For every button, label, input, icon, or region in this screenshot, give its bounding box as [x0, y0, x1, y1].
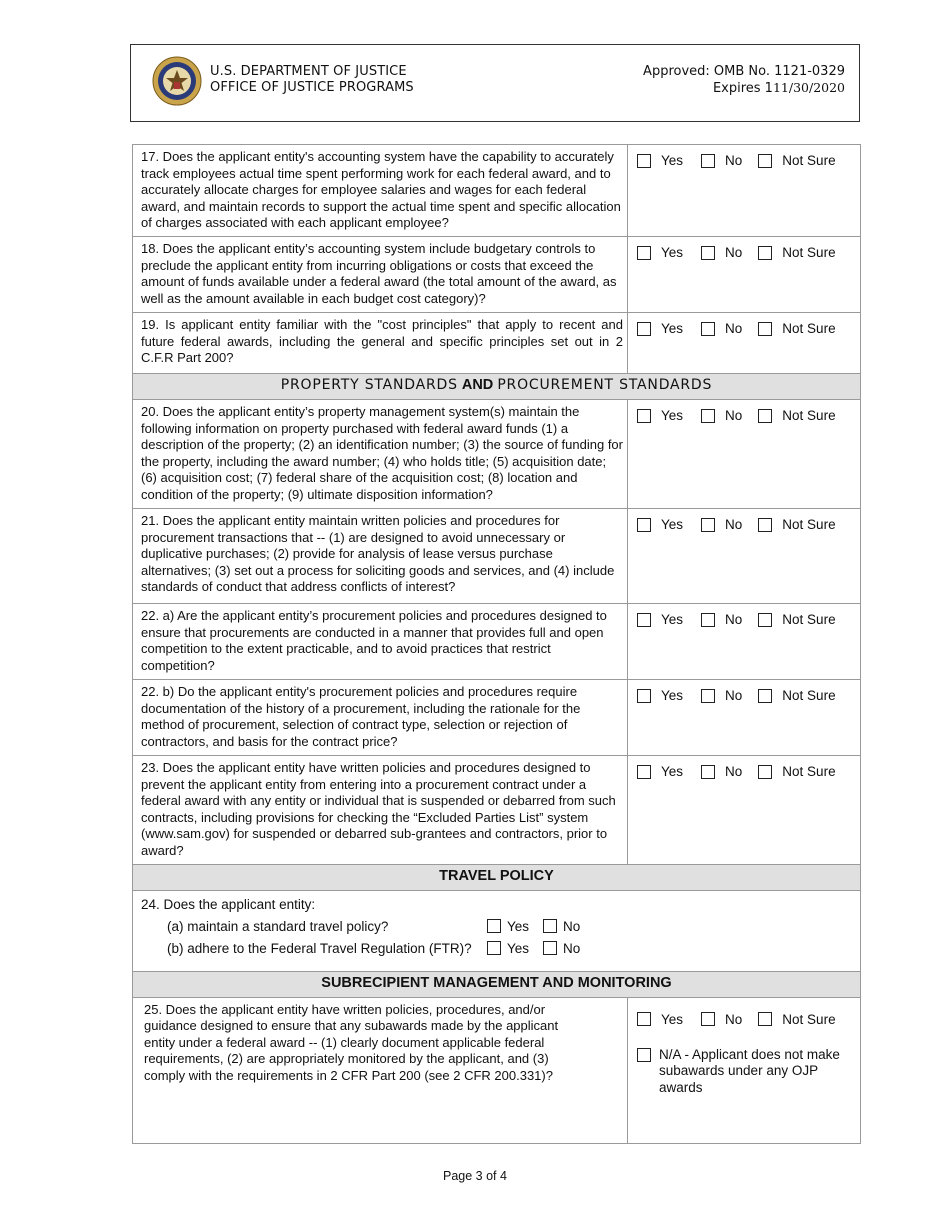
q18-yes-checkbox[interactable]: [637, 246, 651, 260]
question-22b-answers: [628, 680, 861, 756]
omb-approval: [643, 64, 845, 97]
yes-label: Yes: [661, 153, 684, 168]
question-row-17: [133, 145, 861, 237]
question-21-answers: [628, 509, 861, 604]
no-label: No: [725, 321, 743, 336]
no-label: No: [725, 517, 743, 532]
q18-no-checkbox[interactable]: [701, 246, 715, 260]
q22b-not-sure-checkbox[interactable]: [758, 689, 772, 703]
q23-yes-checkbox[interactable]: [637, 765, 651, 779]
yes-label: Yes: [507, 918, 530, 934]
question-19-answers: [628, 313, 861, 374]
not-sure-label: Not Sure: [782, 153, 836, 168]
question-24-cell: [133, 890, 861, 971]
yes-label: Yes: [507, 940, 530, 956]
form-header: [130, 44, 860, 122]
yes-label: Yes: [661, 517, 684, 532]
section-subrecipient: [133, 971, 861, 997]
question-row-24: [133, 890, 861, 971]
q17-no-checkbox[interactable]: [701, 154, 715, 168]
no-label: No: [725, 612, 743, 627]
question-23-text: 23. Does the applicant entity have written policies and procedures designed to prevent the applicant entity from entering into a procurement contract under a federal award with any entity or individual that is suspended or debarred from such contracts, including provisions for checking the “Excluded Parties List” system (www.sam.gov) for suspended or debarred sub-grantees and contractors, prior to award?: [133, 756, 628, 865]
q21-not-sure-checkbox[interactable]: [758, 518, 772, 532]
yes-label: Yes: [661, 764, 684, 779]
no-label: No: [563, 940, 581, 956]
question-20-text: 20. Does the applicant entity’s property management system(s) maintain the following information on property purchased with federal award funds (1) a description of the property; (2) an identification number; (3) the source of funding for the property, including the award number; (4) who holds title; (5) acquisition date; (6) acquisition cost; (7) federal share of the acquisition cost; (8) location and condition of the property; (9) ultimate disposition information?: [133, 400, 628, 509]
question-22a-answers: [628, 604, 861, 680]
q22a-no-checkbox[interactable]: [701, 613, 715, 627]
q21-no-checkbox[interactable]: [701, 518, 715, 532]
q21-yes-checkbox[interactable]: [637, 518, 651, 532]
section-property-procurement: [133, 374, 861, 400]
question-25-answers: [628, 997, 861, 1143]
yes-label: Yes: [661, 321, 684, 336]
question-24b-text: (b) adhere to the Federal Travel Regulation (FTR)?: [167, 940, 472, 956]
doj-seal-icon: [152, 56, 202, 106]
yes-label: Yes: [661, 612, 684, 627]
question-row-19: [133, 313, 861, 374]
question-row-22b: [133, 680, 861, 756]
section-property-procurement-title: [133, 374, 861, 400]
question-row-18: [133, 237, 861, 313]
not-sure-label: Not Sure: [782, 517, 836, 532]
q24a-no-checkbox[interactable]: [543, 919, 557, 933]
q24b-yes-checkbox[interactable]: [487, 941, 501, 955]
not-sure-label: Not Sure: [782, 1011, 836, 1027]
agency-line-1: U.S. DEPARTMENT OF JUSTICE: [210, 64, 407, 79]
expires-date: 11/30/2020: [772, 80, 845, 95]
not-sure-label: Not Sure: [782, 321, 836, 336]
no-label: No: [725, 688, 743, 703]
section-subrecipient-title: SUBRECIPIENT MANAGEMENT AND MONITORING: [133, 971, 861, 997]
no-label: No: [725, 764, 743, 779]
yes-label: Yes: [661, 1011, 684, 1027]
q19-not-sure-checkbox[interactable]: [758, 322, 772, 336]
q22a-not-sure-checkbox[interactable]: [758, 613, 772, 627]
q19-yes-checkbox[interactable]: [637, 322, 651, 336]
section-travel-policy: [133, 864, 861, 890]
q25-no-checkbox[interactable]: [701, 1012, 715, 1026]
question-row-20: [133, 400, 861, 509]
questionnaire-table: [132, 144, 861, 1144]
q22a-yes-checkbox[interactable]: [637, 613, 651, 627]
not-sure-label: Not Sure: [782, 612, 836, 627]
q17-not-sure-checkbox[interactable]: [758, 154, 772, 168]
question-23-answers: [628, 756, 861, 865]
no-label: No: [725, 408, 743, 423]
page-number: Page 3 of 4: [443, 1169, 507, 1183]
section-property-label: PROPERTY STANDARDS: [280, 377, 458, 393]
section-and-label: AND: [461, 377, 494, 393]
question-24a-row: [167, 919, 852, 934]
question-18-text: 18. Does the applicant entity’s accounting system include budgetary controls to preclude the applicant entity from incurring obligations or costs that exceed the amount of funds available under a federal award (the total amount of the award, as well as the amount available in each budget cost category)?: [133, 237, 628, 313]
q20-no-checkbox[interactable]: [701, 409, 715, 423]
question-20-answers: [628, 400, 861, 509]
q20-not-sure-checkbox[interactable]: [758, 409, 772, 423]
question-18-answers: [628, 237, 861, 313]
question-19-text: 19. Is applicant entity familiar with the "cost principles" that apply to recent and future federal awards, including the general and specific principles set out in 2 C.F.R Part 200?: [133, 313, 628, 374]
expires-label: Expires 1: [712, 81, 773, 96]
not-sure-label: Not Sure: [782, 764, 836, 779]
question-24-text: 24. Does the applicant entity:: [141, 896, 316, 912]
q22b-no-checkbox[interactable]: [701, 689, 715, 703]
q23-not-sure-checkbox[interactable]: [758, 765, 772, 779]
yes-label: Yes: [661, 688, 684, 703]
agency-line-2: OFFICE OF JUSTICE PROGRAMS: [210, 80, 414, 95]
q23-no-checkbox[interactable]: [701, 765, 715, 779]
question-17-answers: [628, 145, 861, 237]
q18-not-sure-checkbox[interactable]: [758, 246, 772, 260]
yes-label: Yes: [661, 245, 684, 260]
question-24b-row: [167, 941, 852, 956]
question-row-25: [133, 997, 861, 1143]
no-label: No: [725, 153, 743, 168]
q25-not-sure-checkbox[interactable]: [758, 1012, 772, 1026]
no-label: No: [725, 1011, 743, 1027]
not-sure-label: Not Sure: [782, 408, 836, 423]
q20-yes-checkbox[interactable]: [637, 409, 651, 423]
q25-na-option: [628, 1027, 860, 1097]
yes-label: Yes: [661, 408, 684, 423]
question-row-23: [133, 756, 861, 865]
not-sure-label: Not Sure: [782, 245, 836, 260]
section-procurement-label: PROCUREMENT STANDARDS: [497, 377, 713, 393]
no-label: No: [725, 245, 743, 260]
question-24a-text: (a) maintain a standard travel policy?: [167, 918, 389, 934]
q22b-yes-checkbox[interactable]: [637, 689, 651, 703]
q24a-yes-checkbox[interactable]: [487, 919, 501, 933]
q17-yes-checkbox[interactable]: [637, 154, 651, 168]
not-sure-label: Not Sure: [782, 688, 836, 703]
question-22b-text: 22. b) Do the applicant entity's procurement policies and procedures require documentation of the history of a procurement, including the rationale for the method of procurement, selection of contract type, selection or rejection of contractors, and basis for the contract price?: [133, 680, 628, 756]
q24b-no-checkbox[interactable]: [543, 941, 557, 955]
q25-na-checkbox[interactable]: [637, 1048, 651, 1062]
question-22a-text: 22. a) Are the applicant entity’s procurement policies and procedures designed to ensure that procurements are conducted in a manner that provides full and open competition to the extent practicable, and to avoid practices that restrict competition?: [133, 604, 628, 680]
question-17-text: 17. Does the applicant entity's accounting system have the capability to accurately track employees actual time spent performing work for each federal award, and to accurately allocate charges for employee salaries and wages for each federal award, and maintain records to support the actual time spent and specific allocation of charges associated with each applicant employee?: [133, 145, 628, 237]
question-row-21: [133, 509, 861, 604]
agency-name: [210, 64, 414, 96]
q25-na-label: N/A - Applicant does not make subawards under any OJP awards: [659, 1046, 840, 1096]
omb-number: Approved: OMB No. 1121-0329: [643, 64, 845, 79]
question-21-text: 21. Does the applicant entity maintain written policies and procedures for procurement transactions that -- (1) are designed to avoid unnecessary or duplicative purchases; (2) provide for analysis of lease versus purchase alternatives; (3) set out a process for soliciting goods and services, and (4) include standards of conduct that address conflicts of interest?: [133, 509, 628, 604]
expiration: [643, 80, 845, 97]
no-label: No: [563, 918, 581, 934]
question-row-22a: [133, 604, 861, 680]
question-25-text: 25. Does the applicant entity have written policies, procedures, and/or guidance designed to ensure that any subawards made by the applicant entity under a federal award -- (1) clearly document applicable federal requirements, (2) are appropriately monitored by the applicant, and (3) comply with the requirements in 2 CFR Part 200 (see 2 CFR 200.331)?: [133, 997, 628, 1143]
section-travel-title: TRAVEL POLICY: [133, 864, 861, 890]
q19-no-checkbox[interactable]: [701, 322, 715, 336]
q25-yes-checkbox[interactable]: [637, 1012, 651, 1026]
